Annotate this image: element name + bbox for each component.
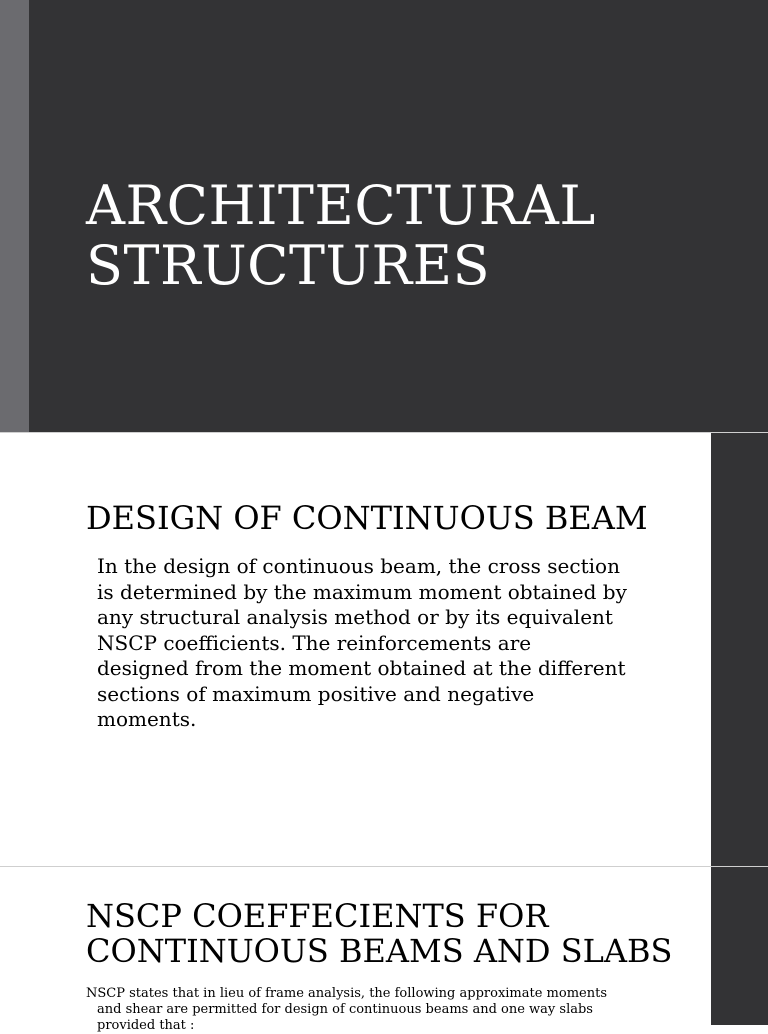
side-bar bbox=[711, 433, 768, 866]
side-bar bbox=[711, 867, 768, 1025]
slide-heading: DESIGN OF CONTINUOUS BEAM bbox=[86, 499, 648, 537]
title-slide bbox=[0, 0, 768, 432]
slide-heading: NSCP COEFFECIENTS FOR CONTINUOUS BEAMS AND SLABS bbox=[86, 897, 673, 970]
presentation-title: ARCHITECTURAL STRUCTURES bbox=[86, 174, 596, 297]
accent-strip bbox=[0, 0, 29, 432]
content-slide-continuous-beam bbox=[0, 432, 768, 866]
content-slide-nscp-coefficients bbox=[0, 866, 768, 1033]
slide-body-text: In the design of continuous beam, the cross section is determined by the maximum moment obtained by any structural analysis method or by its equivalent NSCP coefficients. The reinforcements are designed from the moment obtained at the different sections of maximum positive and negative moments. bbox=[97, 554, 627, 731]
slide-body-text: NSCP states that in lieu of frame analysis, the following approximate moments and shear are permitted for design of continuous beams and one way slabs provided that : bbox=[86, 986, 608, 1033]
